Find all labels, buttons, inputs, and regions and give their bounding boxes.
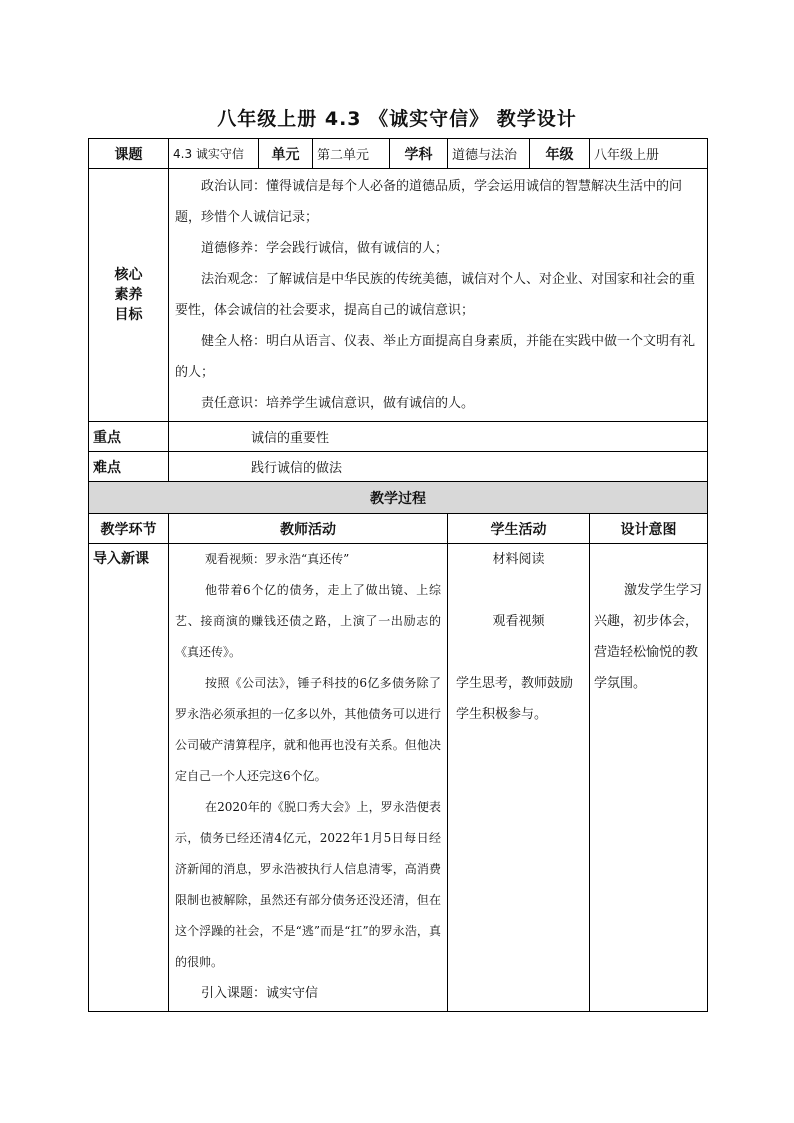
goal-item: 健全人格：明白从语言、仪表、举止方面提高自身素质，并能在实践中做一个文明有礼的人； bbox=[175, 334, 696, 380]
danyuan-label: 单元 bbox=[259, 139, 313, 169]
col-intent: 设计意图 bbox=[590, 514, 708, 544]
goals-label bbox=[89, 169, 169, 422]
difficult-point-row bbox=[89, 452, 708, 482]
goal-item: 道德修养：学会践行诚信，做有诚信的人； bbox=[201, 241, 449, 256]
keti-value: 4.3 诚实守信 bbox=[169, 139, 259, 169]
col-student: 学生活动 bbox=[448, 514, 590, 544]
process-header-row bbox=[89, 482, 708, 514]
intro-row bbox=[89, 544, 708, 1012]
xueke-value: 道德与法治 bbox=[448, 139, 530, 169]
teacher-paragraph: 在2020年的《脱口秀大会》上，罗永浩便表示，债务已经还清4亿元，2022年1月5日每日经济新闻的消息，罗永浩被执行人信息清零，高消费限制也被解除，虽然还有部分债务还没还清，但在这个浮躁的社会，不是“逃”而是“扛”的罗永浩，真的很帅。 bbox=[175, 800, 441, 969]
intro-intent bbox=[590, 544, 708, 1012]
page-title: 八年级上册 4.3 《诚实守信》 教学设计 bbox=[217, 108, 577, 130]
intent-text: 激发学生学习兴趣，初步体会，营造轻松愉悦的教学氛围。 bbox=[594, 583, 703, 691]
nianji-value: 八年级上册 bbox=[590, 139, 708, 169]
nianji-label: 年级 bbox=[530, 139, 590, 169]
intro-teacher bbox=[169, 544, 448, 1012]
intro-stage: 导入新课 bbox=[89, 544, 169, 1012]
difficult-point-value: 践行诚信的做法 bbox=[169, 452, 708, 482]
info-row bbox=[89, 139, 708, 169]
col-stage: 教学环节 bbox=[89, 514, 169, 544]
goals-label-text: 核心素养目标 bbox=[114, 267, 143, 323]
key-point-row bbox=[89, 422, 708, 452]
key-point-value: 诚信的重要性 bbox=[169, 422, 708, 452]
student-item: 观看视频 bbox=[492, 614, 545, 629]
goal-item: 责任意识：培养学生诚信意识，做有诚信的人。 bbox=[201, 396, 475, 411]
teacher-paragraph: 按照《公司法》，锤子科技的6亿多债务除了罗永浩必须承担的一亿多以外，其他债务可以进行公司破产清算程序，就和他再也没有关系。但他决定自己一个人还完这6个亿。 bbox=[175, 676, 441, 783]
goals-content bbox=[169, 169, 708, 422]
difficult-point-label: 难点 bbox=[89, 452, 169, 482]
goals-row bbox=[89, 169, 708, 422]
lesson-plan-table bbox=[88, 138, 708, 1012]
xueke-label: 学科 bbox=[390, 139, 448, 169]
teacher-paragraph: 引入课题：诚实守信 bbox=[201, 986, 319, 1001]
goal-item: 政治认同：懂得诚信是每个人必备的道德品质，学会运用诚信的智慧解决生活中的问题，珍惜个人诚信记录； bbox=[175, 179, 683, 225]
teacher-paragraph: 观看视频：罗永浩“真还传” bbox=[205, 552, 350, 566]
student-item: 学生思考，教师鼓励学生积极参与。 bbox=[456, 676, 574, 722]
col-teacher: 教师活动 bbox=[169, 514, 448, 544]
goal-item: 法治观念：了解诚信是中华民族的传统美德，诚信对个人、对企业、对国家和社会的重要性，体会诚信的社会要求，提高自己的诚信意识； bbox=[175, 272, 696, 318]
student-item: 材料阅读 bbox=[492, 552, 545, 567]
key-point-label: 重点 bbox=[89, 422, 169, 452]
process-header: 教学过程 bbox=[89, 482, 708, 514]
teacher-paragraph: 他带着6个亿的债务，走上了做出镜、上综艺、接商演的赚钱还债之路，上演了一出励志的《真还传》。 bbox=[175, 583, 441, 659]
intro-student bbox=[448, 544, 590, 1012]
keti-label: 课题 bbox=[89, 139, 169, 169]
process-columns-row bbox=[89, 514, 708, 544]
danyuan-value: 第二单元 bbox=[313, 139, 390, 169]
